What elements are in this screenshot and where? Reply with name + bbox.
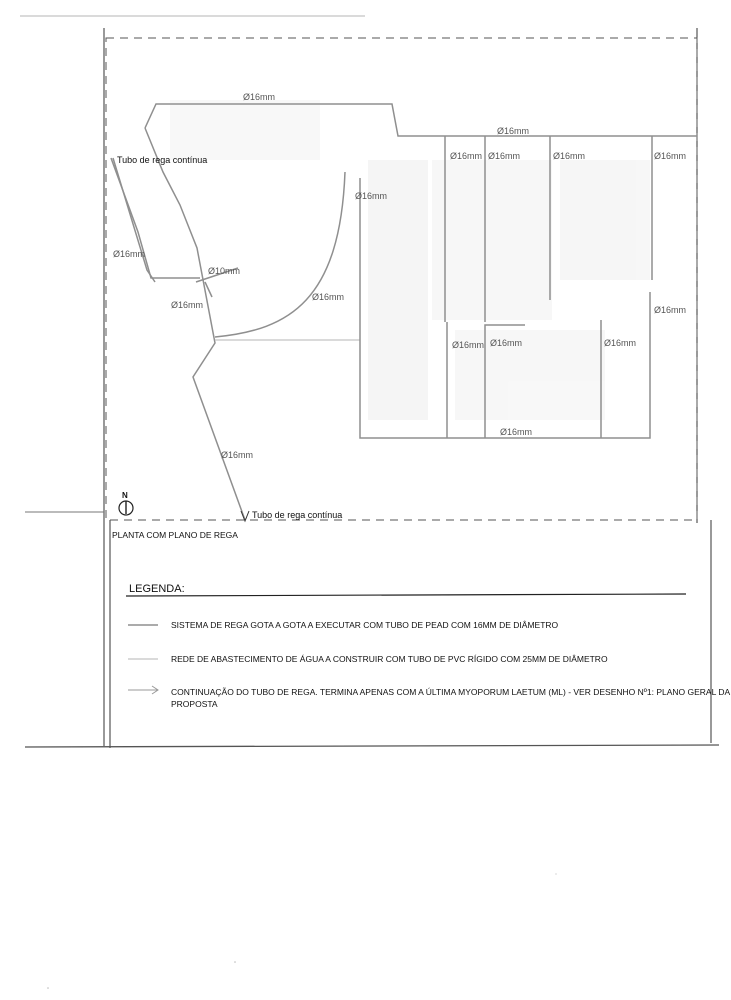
legend-item-drip: SISTEMA DE REGA GOTA A GOTA A EXECUTAR COM TUBO DE PEAD COM 16MM DE DIÂMETRO (171, 620, 559, 630)
pipe-label-c4: Ø16mm (654, 151, 687, 161)
legend-item-continuation-line2: PROPOSTA (171, 699, 218, 709)
callout-bottom (241, 510, 342, 521)
callout-bottom-label: Tubo de rega contínua (252, 510, 343, 520)
legend (126, 583, 730, 709)
plan-title: PLANTA COM PLANO DE REGA (112, 530, 238, 540)
pipe-label-top: Ø16mm (243, 92, 276, 102)
pipe-label-lower3: Ø16mm (604, 338, 637, 348)
drip-line-top-ext (145, 128, 245, 520)
north-label: N (122, 491, 128, 500)
legend-item-continuation-line1: CONTINUAÇÃO DO TUBO DE REGA. TERMINA APENAS COM A ÚLTIMA MYOPORUM LAETUM (ML) - VER DESENHO Nº1: PLANO GERAL DA (171, 687, 731, 697)
pipe-label-lower1: Ø16mm (452, 340, 485, 350)
pipe-label-right-top: Ø16mm (497, 126, 530, 136)
pipe-label-curve: Ø16mm (312, 292, 345, 302)
callout-top (117, 155, 207, 165)
drip-line-left-strip (111, 158, 200, 278)
pipe-label-c2: Ø16mm (488, 151, 521, 161)
faint-background (170, 100, 650, 420)
drip-line-curve (215, 172, 345, 337)
pipe-label-mid: Ø16mm (171, 300, 204, 310)
pipe-label-branch: Ø10mm (208, 266, 241, 276)
legend-item-supply: REDE DE ABASTECIMENTO DE ÁGUA A CONSTRUIR COM TUBO DE PVC RÍGIDO COM 25MM DE DIÂMETRO (171, 654, 608, 664)
pipe-label-left-block: Ø16mm (355, 191, 388, 201)
legend-divider (126, 594, 686, 596)
pipe-label-c3: Ø16mm (553, 151, 586, 161)
scan-specks (47, 873, 556, 988)
north-arrow-icon (119, 491, 133, 515)
pipe-label-left-strip: Ø16mm (113, 249, 146, 259)
pipe-label-right-edge: Ø16mm (654, 305, 687, 315)
legend-swatch-continuation (128, 686, 158, 694)
pipe-label-c1: Ø16mm (450, 151, 483, 161)
pipe-label-bottom-right: Ø16mm (500, 427, 533, 437)
pipe-label-lower2: Ø16mm (490, 338, 523, 348)
callout-top-label: Tubo de rega contínua (117, 155, 208, 165)
pipe-label-diagonal: Ø16mm (221, 450, 254, 460)
legend-heading: LEGENDA: (129, 583, 185, 595)
